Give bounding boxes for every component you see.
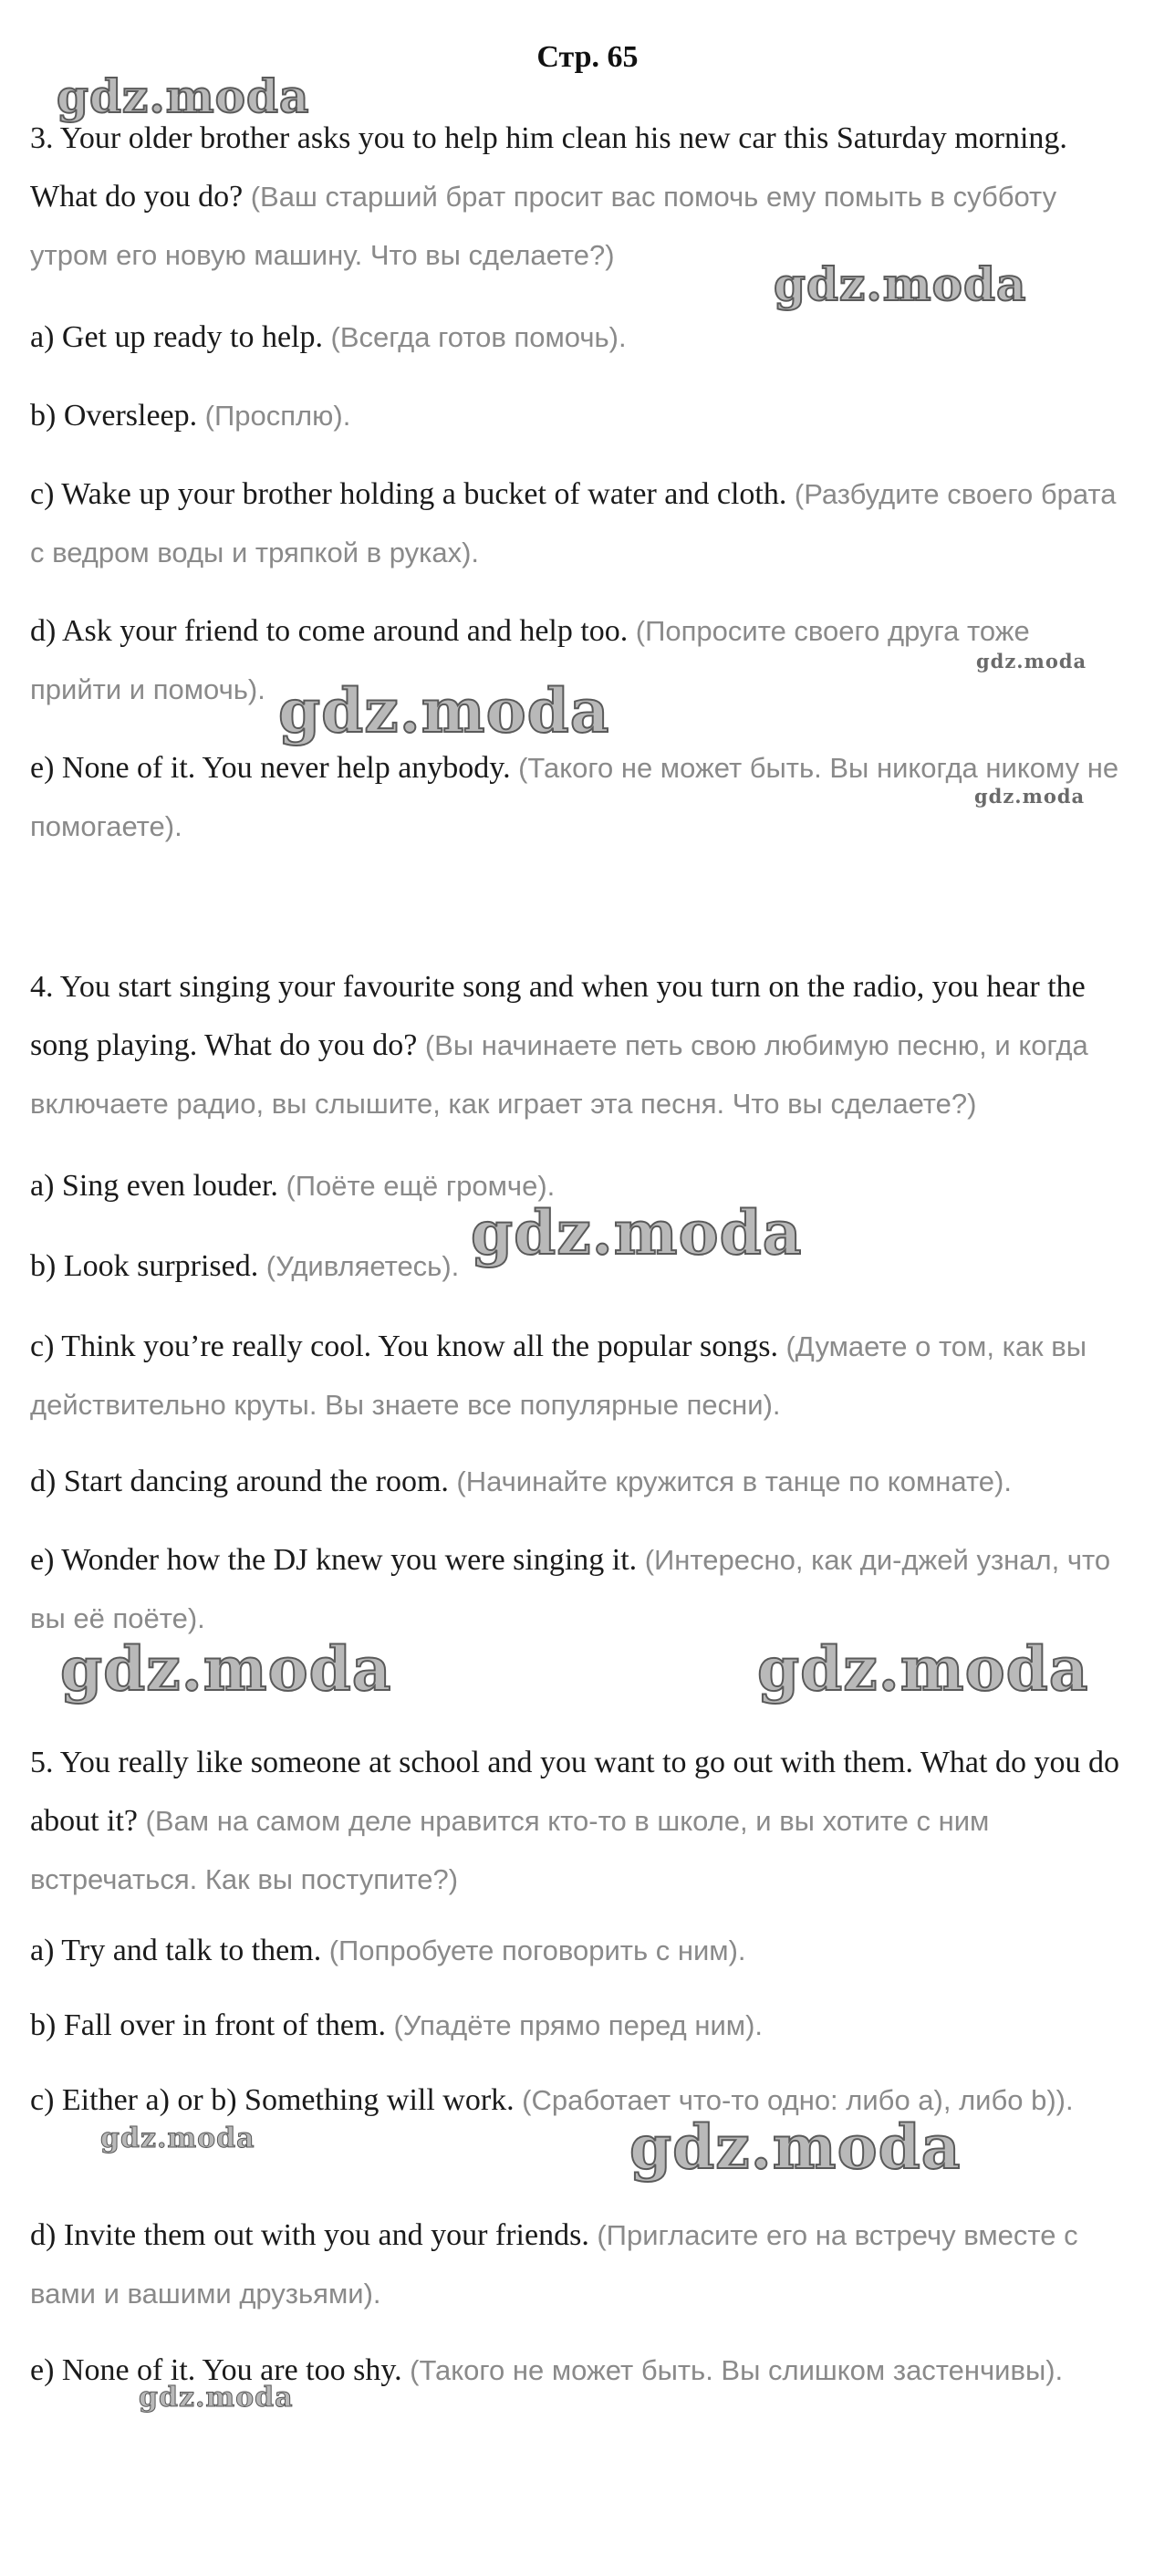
question-text-ru: (Вам на самом деле нравится кто-то в школе, и вы хотите с ним встречаться. Как вы поступите?) <box>30 1805 990 1895</box>
page-title: Стр. 65 <box>536 40 639 74</box>
watermark: gdz.moda <box>139 2382 294 2414</box>
option-text-ru: (Удивляетесь). <box>265 1250 460 1282</box>
question-text-en: 4. You start singing your favourite song and when you turn on the radio, you hear the song playing. What do you do? <box>30 970 1086 1062</box>
option-text-ru: (Такого не может быть. Вы никогда никому не помогаете). <box>30 752 1119 842</box>
option-text-en: e) None of it. You never help anybody. <box>30 751 511 785</box>
option-text-ru: (Всегда готов помочь). <box>330 321 627 353</box>
option-text-en: a) Try and talk to them. <box>30 1934 322 1967</box>
option-4c <box>30 1318 1125 1434</box>
watermark: gdz.moda <box>60 1633 392 1705</box>
option-text-en: c) Either a) or b) Something will work. <box>30 2083 515 2117</box>
question-5 <box>30 1734 1125 1909</box>
option-text-en: a) Sing even louder. <box>30 1169 278 1203</box>
option-text-en: b) Oversleep. <box>30 399 198 433</box>
option-4d <box>30 1453 1125 1511</box>
option-text-en: d) Invite them out with you and your friends. <box>30 2218 589 2252</box>
option-3b <box>30 387 1125 445</box>
watermark: gdz.moda <box>774 257 1027 311</box>
option-text-ru: (Интересно, как ди-джей узнал, что вы её поёте). <box>30 1544 1111 1634</box>
option-text-en: b) Look surprised. <box>30 1249 259 1283</box>
option-4a <box>30 1157 1125 1215</box>
option-text-en: e) Wonder how the DJ knew you were singing it. <box>30 1543 638 1577</box>
option-text-ru: (Просплю). <box>204 400 351 432</box>
option-3e <box>30 739 1125 856</box>
option-text-en: d) Ask your friend to come around and help too. <box>30 614 629 648</box>
option-text-ru: (Сработает что-то одно: либо а), либо b)). <box>522 2084 1074 2116</box>
watermark: gdz.moda <box>757 1633 1089 1705</box>
option-text-ru: (Начинайте кружится в танце по комнате). <box>456 1465 1012 1497</box>
question-3 <box>30 110 1125 285</box>
option-4e <box>30 1531 1125 1648</box>
watermark: gdz.moda <box>629 2112 962 2183</box>
option-text-ru: (Поёте ещё громче). <box>286 1170 556 1202</box>
option-3c <box>30 465 1125 582</box>
option-text-ru: (Такого не может быть. Вы слишком застенчивы). <box>410 2354 1064 2386</box>
watermark: gdz.moda <box>278 675 610 746</box>
watermark: gdz.moda <box>471 1197 803 1268</box>
question-text-en: 3. Your older brother asks you to help him clean his new car this Saturday morning. What do you do? <box>30 121 1067 214</box>
watermark: gdz.moda <box>974 785 1086 808</box>
option-5a <box>30 1922 1125 1980</box>
option-text-ru: (Упадёте прямо перед ним). <box>393 2009 764 2041</box>
option-text-ru: (Разбудите своего брата с ведром воды и тряпкой в руках). <box>30 478 1117 568</box>
option-text-ru: (Думаете о том, как вы действительно круты. Вы знаете все популярные песни). <box>30 1330 1087 1421</box>
option-5b <box>30 1997 1125 2055</box>
option-text-en: c) Think you’re really cool. You know all the popular songs. <box>30 1330 778 1363</box>
option-5d <box>30 2206 1125 2323</box>
option-text-en: e) None of it. You are too shy. <box>30 2353 402 2387</box>
question-text-en: 5. You really like someone at school and you want to go out with them. What do you do about it? <box>30 1746 1119 1838</box>
watermark: gdz.moda <box>100 2122 255 2154</box>
option-5e <box>30 2341 1125 2400</box>
question-text-ru: (Ваш старший брат просит вас помочь ему помыть в субботу утром его новую машину. Что вы сделаете?) <box>30 181 1057 271</box>
option-3d <box>30 602 1125 719</box>
option-text-en: c) Wake up your brother holding a bucket of water and cloth. <box>30 477 787 511</box>
option-text-ru: (Пригласите его на встречу вместе с вами и вашими друзьями). <box>30 2219 1078 2310</box>
watermark: gdz.moda <box>976 650 1087 673</box>
option-text-ru: (Попробуете поговорить с ним). <box>328 1935 746 1966</box>
question-text-ru: (Вы начинаете петь свою любимую песню, и когда включаете радио, вы слышите, как играет эта песня. Что вы сделаете?) <box>30 1029 1088 1120</box>
option-3a <box>30 308 1125 367</box>
question-4 <box>30 958 1125 1133</box>
option-text-en: a) Get up ready to help. <box>30 320 323 354</box>
option-text-en: d) Start dancing around the room. <box>30 1465 449 1498</box>
option-text-ru: (Попросите своего друга тоже прийти и помочь). <box>30 615 1030 705</box>
option-5c <box>30 2071 1125 2130</box>
option-4b <box>30 1237 1125 1296</box>
option-text-en: b) Fall over in front of them. <box>30 2008 386 2042</box>
watermark: gdz.moda <box>57 69 310 123</box>
